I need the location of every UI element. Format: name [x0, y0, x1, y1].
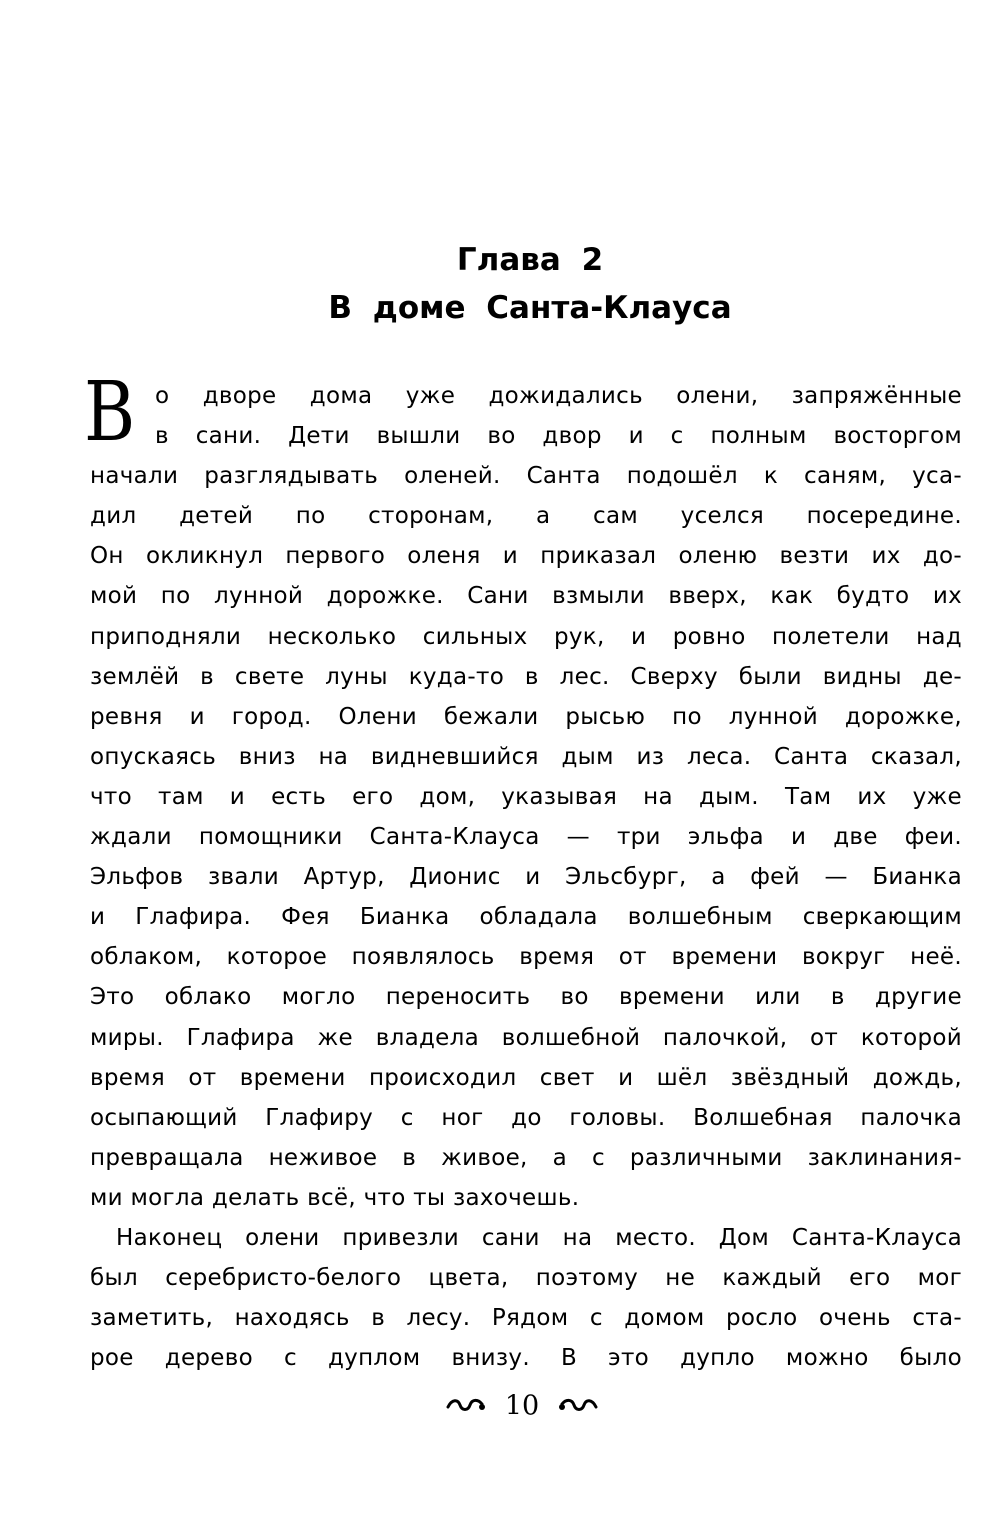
- text-line: заметить, находясь в лесу. Рядом с домом росло очень ста-: [90, 1305, 962, 1332]
- page-footer: [0, 1386, 1000, 1427]
- text-line: дил детей по сторонам, а сам уселся посередине.: [90, 503, 962, 530]
- text-line: миры. Глафира же владела волшебной палочкой, от которой: [90, 1024, 962, 1051]
- text-line: опускаясь вниз на видневшийся дым из леса. Санта сказал,: [90, 743, 962, 770]
- text-line: рое дерево с дуплом внизу. В это дупло можно было: [90, 1345, 962, 1372]
- text-line: о дворе дома уже дожидались олени, запряжённые: [155, 383, 962, 409]
- text-line: приподняли несколько сильных рук, и ровно полетели над: [90, 623, 962, 650]
- text-line: мой по лунной дорожке. Сани взмыли вверх, как будто их: [90, 583, 962, 610]
- text-line: Эльфов звали Артур, Дионис и Эльсбург, а фей — Бианка: [90, 864, 962, 891]
- text-line: время от времени происходил свет и шёл звёздный дождь,: [90, 1064, 962, 1091]
- text-line: облаком, которое появлялось время от времени вокруг неё.: [90, 944, 962, 971]
- text-line: был серебристо-белого цвета, поэтому не каждый его мог: [90, 1265, 962, 1292]
- body-text: [90, 376, 962, 1378]
- text-line: превращала неживое в живое, а с различными заклинания-: [90, 1144, 962, 1171]
- ornament-left-icon: [446, 1387, 486, 1427]
- text-line: Это облако могло переносить во времени или в другие: [90, 984, 962, 1011]
- text-line: что там и есть его дом, указывая на дым. Там их уже: [90, 783, 962, 810]
- text-line: начали разглядывать оленей. Санта подошёл к саням, уса-: [90, 463, 962, 490]
- text-line: в сани. Дети вышли во двор и с полным восторгом: [155, 423, 962, 450]
- page-number: 10: [504, 1390, 540, 1422]
- text-line: Он окликнул первого оленя и приказал оленю везти их до-: [90, 543, 962, 570]
- text-line: ждали помощники Санта-Клауса — три эльфа и две феи.: [90, 824, 962, 851]
- ornament-right-icon: [558, 1387, 598, 1427]
- text-line: ревня и город. Олени бежали рысью по лунной дорожке,: [90, 703, 962, 730]
- drop-cap: В: [84, 365, 136, 460]
- chapter-number: Глава 2: [456, 242, 604, 278]
- chapter-title: В доме Санта-Клауса: [328, 290, 732, 326]
- text-line: ми могла делать всё, что ты захочешь.: [90, 1184, 580, 1211]
- text-line: землёй в свете луны куда-то в лес. Сверху были видны де-: [90, 663, 962, 690]
- text-line: и Глафира. Фея Бианка обладала волшебным сверкающим: [90, 904, 962, 931]
- text-line: Наконец олени привезли сани на место. Дом Санта-Клауса: [116, 1224, 962, 1251]
- text-line: осыпающий Глафиру с ног до головы. Волшебная палочка: [90, 1104, 962, 1131]
